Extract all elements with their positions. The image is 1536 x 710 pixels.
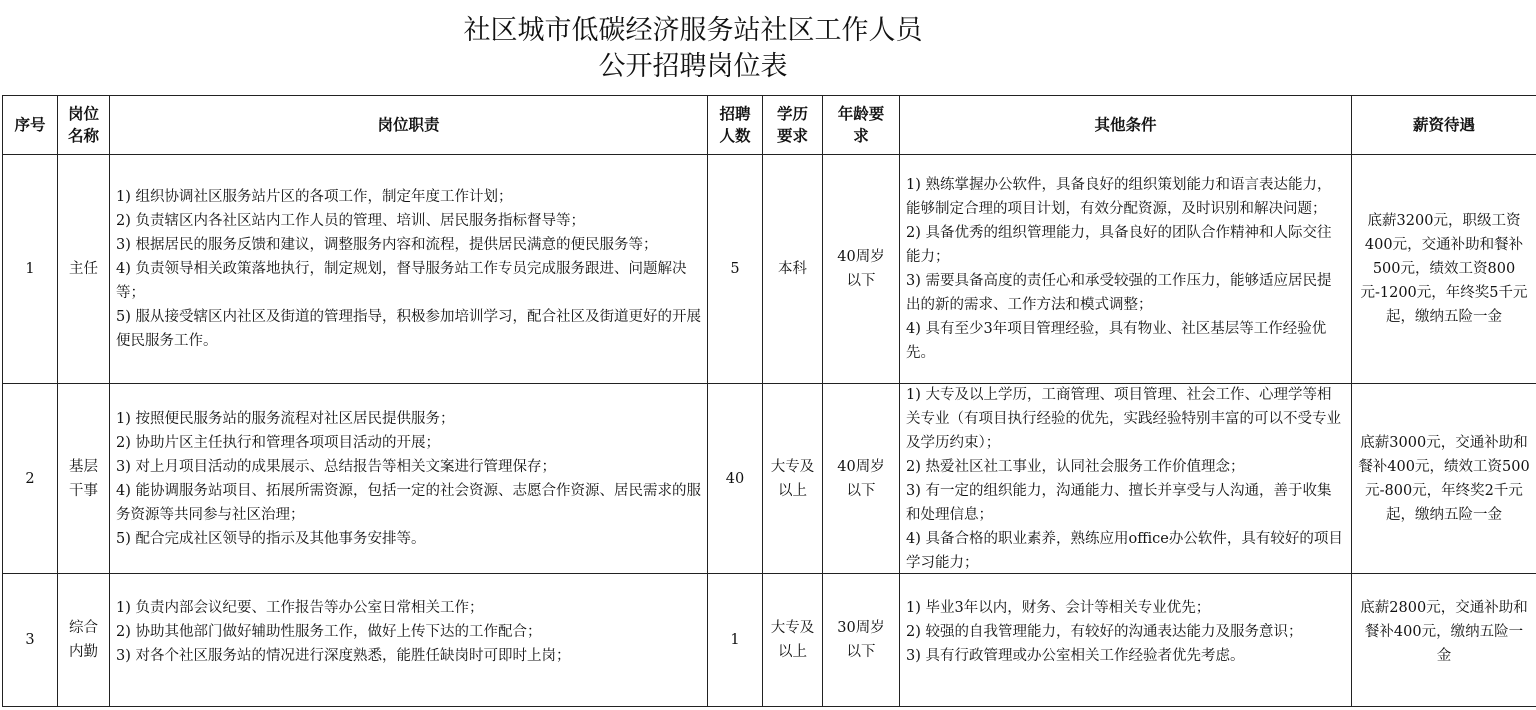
header-count-text: 招聘 人数 [719,105,751,145]
duty-item: 1) 负责内部会议纪要、工作报告等办公室日常相关工作； [116,600,484,616]
duty-item: 4) 负责领导相关政策落地执行，制定规划，督导服务站工作专员完成服务跟进、问题解决等； [116,261,687,301]
salary-text: 底薪2800元，交通补助和餐补400元，缴纳五险一金 [1360,600,1528,664]
row-count: 5 [708,155,763,384]
row-age [823,155,900,384]
row-age [823,384,900,574]
row-duties [110,155,708,384]
duty-item: 2) 负责辖区内各社区站内工作人员的管理、培训、居民服务指标督导等； [116,213,585,229]
page-title: 社区城市低碳经济服务站社区工作人员 [463,15,923,46]
other-item: 1) 毕业3年以内，财务、会计等相关专业优先； [906,600,1211,616]
row-post-text: 主任 [69,261,98,277]
row-salary: 底薪3200元，职级工资400元，交通补助和餐补500元，绩效工资800元-1200元，年终奖5千元起，缴纳五险一金 [1352,155,1536,384]
header-education [763,96,823,155]
other-item: 1) 大专及以上学历，工商管理、项目管理、社会工作、心理学等相关专业（有项目执行经验的优先，实践经验特别丰富的可以不受专业及学历约束）； [906,386,1341,451]
duty-item: 3) 对上月项目活动的成果展示、总结报告等相关文案进行管理保存； [116,458,556,475]
duty-item: 1) 组织协调社区服务站片区的各项工作，制定年度工作计划； [116,189,513,205]
row-age [823,574,900,707]
header-age-text: 年龄要 求 [837,105,885,145]
row-age-text: 40周岁 以下 [837,249,885,289]
row-age-text: 30周岁 以下 [837,620,885,660]
row-salary: 底薪3000元，交通补助和餐补400元，绩效工资500元-800元，年终奖2千元起，缴纳五险一金 [1352,384,1536,574]
header-count [708,96,763,155]
other-clip [900,574,1351,706]
row-post [58,574,110,707]
table-row [3,574,1536,707]
table-header-row [3,96,1536,155]
header-duties: 岗位职责 [110,96,708,155]
row-education-text: 大专及 以上 [770,458,815,499]
row-count: 40 [708,384,763,574]
row-other [900,155,1352,384]
table-row [3,384,1536,574]
other-item: 4) 具备合格的职业素养，熟练应用office办公软件，具有较好的项目学习能力； [906,530,1343,571]
header-seq: 序号 [3,96,58,155]
other-item: 3) 有一定的组织能力，沟通能力、擅长并享受与人沟通，善于收集和处理信息； [906,482,1332,523]
row-other [900,574,1352,707]
duty-item: 2) 协助片区主任执行和管理各项项目活动的开展； [116,434,440,451]
other-item: 2) 热爱社区社工事业，认同社会服务工作价值理念； [906,458,1245,475]
recruitment-table [2,95,1536,707]
duty-item: 3) 对各个社区服务站的情况进行深度熟悉，能胜任缺岗时可即时上岗； [116,648,571,664]
row-seq: 2 [3,384,58,574]
header-other: 其他条件 [900,96,1352,155]
row-education [763,384,823,574]
other-clip [900,384,1351,573]
header-post-name-text: 岗位 名称 [67,105,99,145]
row-duties [110,384,708,574]
row-education: 本科 [763,155,823,384]
other-item: 2) 较强的自我管理能力，有较好的沟通表达能力及服务意识； [906,624,1303,640]
duty-item: 5) 配合完成社区领导的指示及其他事务安排等。 [116,530,426,547]
table-row [3,155,1536,384]
row-seq: 1 [3,155,58,384]
other-item: 3) 需要具备高度的责任心和承受较强的工作压力，能够适应居民提出的新的需求、工作方法和模式调整； [906,273,1332,313]
duty-item: 3) 根据居民的服务反馈和建议，调整服务内容和流程，提供居民满意的便民服务等； [116,237,658,253]
row-post [58,384,110,574]
header-salary: 薪资待遇 [1352,96,1536,155]
row-education [763,574,823,707]
row-post-text: 基层 干事 [69,458,98,499]
row-post-text: 综合 内勤 [69,620,98,660]
header-post-name [58,96,110,155]
row-duties [110,574,708,707]
duty-item: 5) 服从接受辖区内社区及街道的管理指导，积极参加培训学习，配合社区及街道更好的开展便民服务工作。 [116,309,701,349]
other-item: 4) 具有至少3年项目管理经验，具有物业、社区基层等工作经验优先。 [906,321,1327,361]
row-other [900,384,1352,574]
row-education-text: 大专及 以上 [770,620,815,660]
duty-item: 1) 按照便民服务站的服务流程对社区居民提供服务； [116,410,455,427]
row-salary [1352,574,1536,707]
other-item: 1) 熟练掌握办公软件，具备良好的组织策划能力和语言表达能力，能够制定合理的项目计划，有效分配资源，及时识别和解决问题； [906,177,1332,217]
salary-clip [1352,574,1536,706]
duty-item: 4) 能协调服务站项目、拓展所需资源，包括一定的社会资源、志愿合作资源、居民需求的服务资源等共同参与社区治理； [116,482,701,523]
row-post [58,155,110,384]
header-education-text: 学历 要求 [776,105,808,145]
row-age-text: 40周岁 以下 [837,458,885,499]
header-age [823,96,900,155]
duties-clip [110,574,707,706]
other-item: 3) 具有行政管理或办公室相关工作经验者优先考虑。 [906,648,1245,664]
page-subtitle: 公开招聘岗位表 [598,51,788,82]
row-seq: 3 [3,574,58,707]
other-item: 2) 具备优秀的组织管理能力，具备良好的团队合作精神和人际交往能力； [906,225,1332,265]
duty-item: 2) 协助其他部门做好辅助性服务工作，做好上传下达的工作配合； [116,624,542,640]
row-count: 1 [708,574,763,707]
